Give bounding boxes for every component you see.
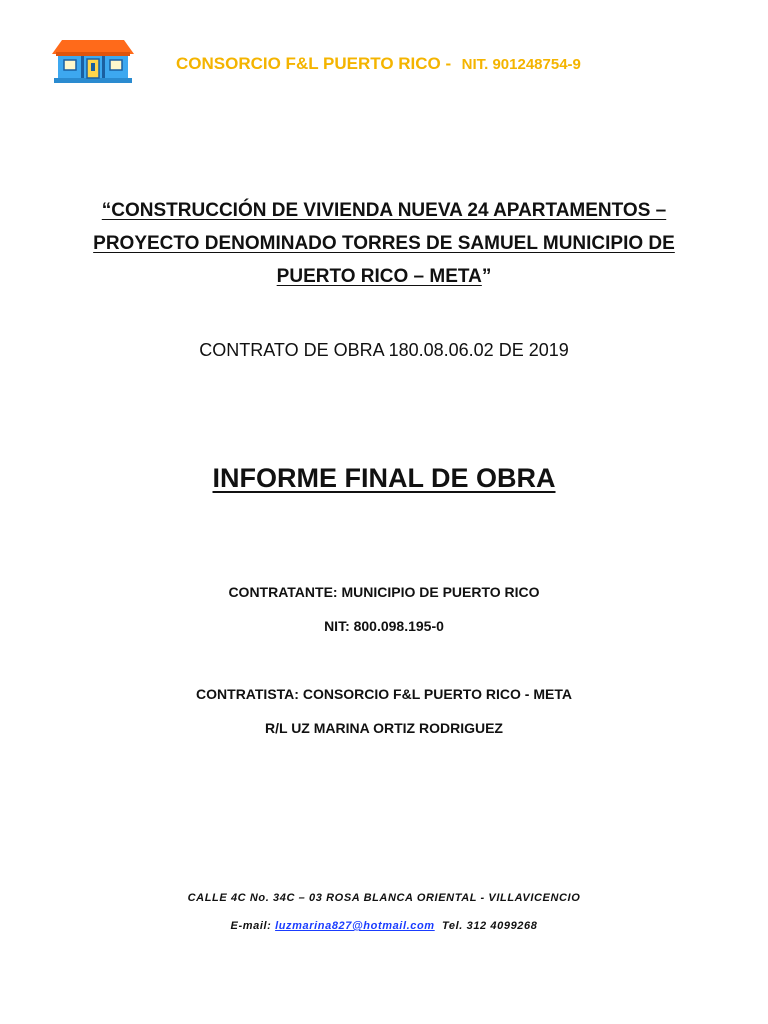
report-title [0, 463, 768, 494]
phone-number: Tel. 312 4099268 [442, 920, 538, 932]
legal-representative: R/L UZ MARINA ORTIZ RODRIGUEZ [265, 720, 503, 736]
title-close-quote: ” [481, 266, 492, 287]
letterhead-text [176, 54, 581, 74]
house-logo-icon [52, 38, 134, 84]
contratante-line: CONTRATANTE: MUNICIPIO DE PUERTO RICO [228, 584, 540, 600]
letterhead [52, 38, 732, 84]
email-label: E-mail: [230, 920, 272, 932]
company-nit: NIT. 901248754-9 [461, 56, 581, 73]
footer-address: CALLE 4C No. 34C – 03 ROSA BLANCA ORIENTAL - VILLAVICENCIO [187, 892, 581, 904]
contract-number: CONTRATO DE OBRA 180.08.06.02 DE 2019 [199, 340, 569, 360]
footer-contact [0, 920, 768, 932]
report-title-text: INFORME FINAL DE OBRA [212, 463, 556, 493]
contratista-line: CONTRATISTA: CONSORCIO F&L PUERTO RICO - META [196, 686, 572, 702]
project-title [60, 194, 708, 293]
title-line-2: PROYECTO DENOMINADO TORRES DE SAMUEL MUNICIPIO DE [93, 233, 675, 254]
title-line-3: PUERTO RICO – META [276, 266, 482, 287]
contratante-nit: NIT: 800.098.195-0 [324, 618, 444, 634]
email-link[interactable]: luzmarina827@hotmail.com [275, 920, 435, 932]
title-line-1: “CONSTRUCCIÓN DE VIVIENDA NUEVA 24 APARTAMENTOS – [101, 200, 667, 221]
company-name: CONSORCIO F&L PUERTO RICO - [176, 54, 452, 73]
